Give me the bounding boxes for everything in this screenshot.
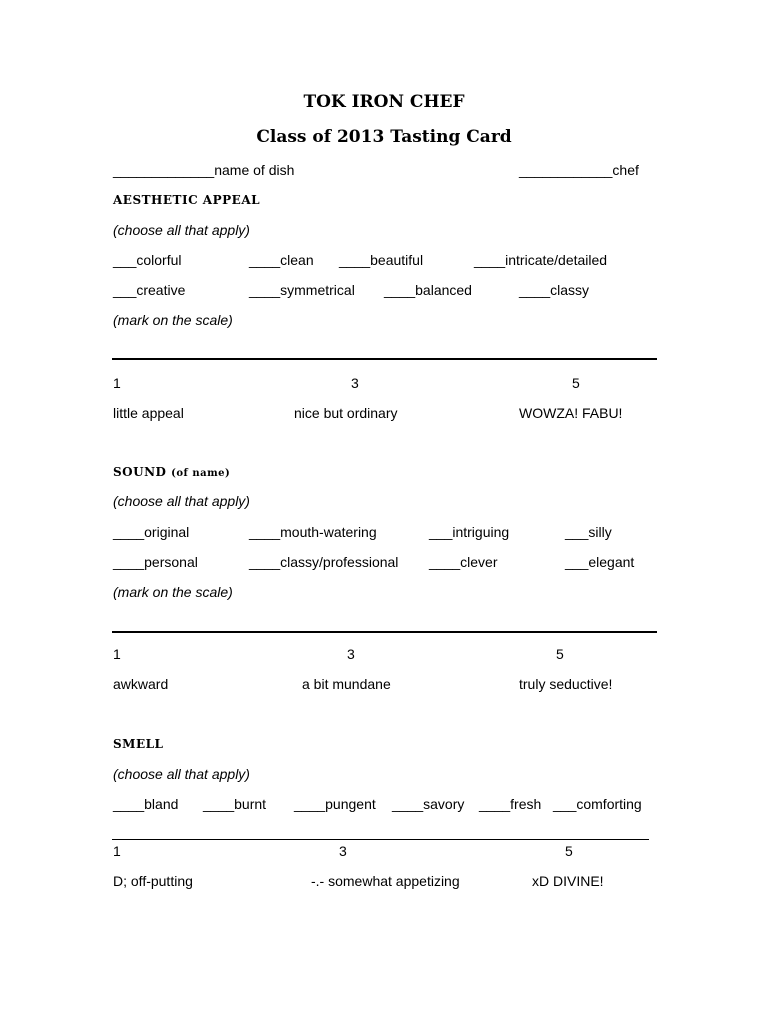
scale-label-mid: -.- somewhat appetizing <box>311 873 460 889</box>
option-symmetrical[interactable]: ____symmetrical <box>249 282 355 298</box>
option-bland[interactable]: ____bland <box>113 796 179 812</box>
scale-label-low: D; off-putting <box>113 873 193 889</box>
option-personal[interactable]: ____personal <box>113 554 198 570</box>
scale-number: 3 <box>347 646 355 662</box>
sound-heading-label: SOUND <box>113 465 167 479</box>
scale-number: 1 <box>113 375 121 391</box>
option-pungent[interactable]: ____pungent <box>294 796 376 812</box>
sound-mark-note: (mark on the scale) <box>113 584 233 600</box>
aesthetic-scale-line[interactable] <box>112 358 657 360</box>
option-comforting[interactable]: ___comforting <box>553 796 642 812</box>
scale-label-mid: a bit mundane <box>302 676 391 692</box>
scale-label-mid: nice but ordinary <box>294 405 398 421</box>
scale-number: 1 <box>113 646 121 662</box>
option-clever[interactable]: ____clever <box>429 554 498 570</box>
dish-name-field[interactable]: _____________name of dish <box>113 162 295 178</box>
sound-heading <box>113 464 230 482</box>
card-subtitle: Class of 2013 Tasting Card <box>256 127 512 147</box>
smell-choose-note: (choose all that apply) <box>113 766 250 782</box>
sound-scale-line[interactable] <box>112 631 657 633</box>
option-burnt[interactable]: ____burnt <box>203 796 267 812</box>
chef-field[interactable]: ____________chef <box>519 162 639 178</box>
scale-label-high: WOWZA! FABU! <box>519 405 623 421</box>
scale-number: 5 <box>565 843 573 859</box>
scale-number: 3 <box>339 843 347 859</box>
scale-label-high: xD DIVINE! <box>532 873 604 889</box>
card-title: TOK IRON CHEF <box>303 92 465 112</box>
option-fresh[interactable]: ____fresh <box>479 796 542 812</box>
option-creative[interactable]: ___creative <box>113 282 186 298</box>
aesthetic-choose-note: (choose all that apply) <box>113 222 250 238</box>
sound-choose-note: (choose all that apply) <box>113 493 250 509</box>
aesthetic-heading: AESTHETIC APPEAL <box>113 193 261 207</box>
option-balanced[interactable]: ____balanced <box>384 282 472 298</box>
option-savory[interactable]: ____savory <box>392 796 465 812</box>
scale-number: 5 <box>572 375 580 391</box>
option-colorful[interactable]: ___colorful <box>113 252 182 268</box>
option-mouth-watering[interactable]: ____mouth-watering <box>249 524 377 540</box>
sound-heading-sub: (of name) <box>171 468 231 479</box>
smell-heading: SMELL <box>113 737 164 751</box>
option-silly[interactable]: ___silly <box>565 524 612 540</box>
scale-label-high: truly seductive! <box>519 676 613 692</box>
option-original[interactable]: ____original <box>113 524 190 540</box>
option-classy[interactable]: ____classy <box>519 282 590 298</box>
scale-label-low: little appeal <box>113 405 184 421</box>
scale-number: 5 <box>556 646 564 662</box>
option-clean[interactable]: ____clean <box>249 252 314 268</box>
option-intriguing[interactable]: ___intriguing <box>429 524 510 540</box>
option-elegant[interactable]: ___elegant <box>565 554 635 570</box>
option-classy-professional[interactable]: ____classy/professional <box>249 554 399 570</box>
scale-number: 3 <box>351 375 359 391</box>
scale-label-low: awkward <box>113 676 169 692</box>
option-beautiful[interactable]: ____beautiful <box>339 252 424 268</box>
aesthetic-mark-note: (mark on the scale) <box>113 312 233 328</box>
smell-scale-line[interactable] <box>112 839 649 840</box>
scale-number: 1 <box>113 843 121 859</box>
option-intricate-detailed[interactable]: ____intricate/detailed <box>474 252 608 268</box>
